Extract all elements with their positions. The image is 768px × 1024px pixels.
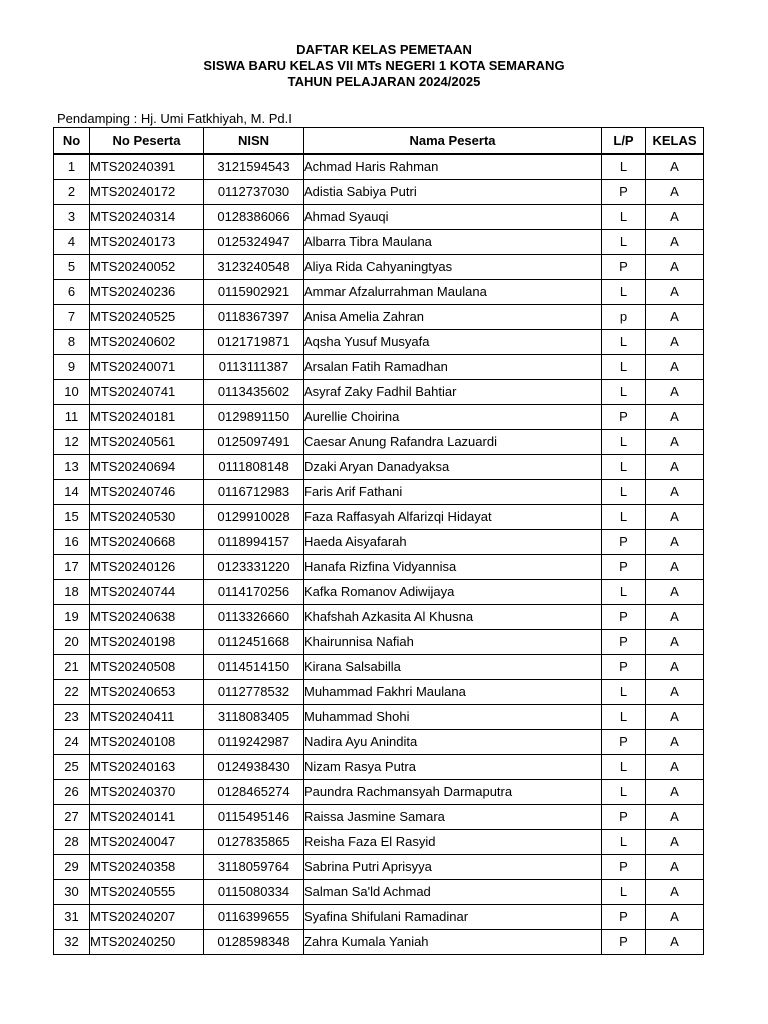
no-peserta-cell: MTS20240561 <box>90 430 204 455</box>
nisn-cell: 3118083405 <box>204 705 304 730</box>
row-number-cell: 9 <box>54 355 90 380</box>
row-number-cell: 29 <box>54 855 90 880</box>
gender-cell: L <box>602 380 646 405</box>
gender-cell: L <box>602 580 646 605</box>
row-number-cell: 20 <box>54 630 90 655</box>
nisn-cell: 0114514150 <box>204 655 304 680</box>
table-row <box>54 180 704 205</box>
gender-cell: P <box>602 730 646 755</box>
no-peserta-cell: MTS20240236 <box>90 280 204 305</box>
nisn-cell: 3121594543 <box>204 154 304 180</box>
nisn-cell: 0113435602 <box>204 380 304 405</box>
nama-peserta-cell: Muhammad Fakhri Maulana <box>304 680 602 705</box>
nama-peserta-cell: Achmad Haris Rahman <box>304 154 602 180</box>
nama-peserta-cell: Kirana Salsabilla <box>304 655 602 680</box>
table-row <box>54 655 704 680</box>
row-number-cell: 1 <box>54 154 90 180</box>
gender-cell: L <box>602 355 646 380</box>
row-number-cell: 2 <box>54 180 90 205</box>
gender-cell: L <box>602 330 646 355</box>
gender-cell: L <box>602 430 646 455</box>
kelas-cell: A <box>646 355 704 380</box>
table-row <box>54 455 704 480</box>
gender-cell: L <box>602 280 646 305</box>
no-peserta-cell: MTS20240741 <box>90 380 204 405</box>
nama-peserta-cell: Asyraf Zaky Fadhil Bahtiar <box>304 380 602 405</box>
row-number-cell: 23 <box>54 705 90 730</box>
no-peserta-cell: MTS20240207 <box>90 905 204 930</box>
gender-cell: L <box>602 755 646 780</box>
nisn-cell: 0128465274 <box>204 780 304 805</box>
row-number-cell: 10 <box>54 380 90 405</box>
gender-cell: P <box>602 605 646 630</box>
nama-peserta-cell: Ammar Afzalurrahman Maulana <box>304 280 602 305</box>
no-peserta-cell: MTS20240250 <box>90 930 204 955</box>
table-header-row <box>54 128 704 155</box>
row-number-cell: 7 <box>54 305 90 330</box>
no-peserta-cell: MTS20240530 <box>90 505 204 530</box>
kelas-cell: A <box>646 180 704 205</box>
nisn-cell: 0112778532 <box>204 680 304 705</box>
row-number-cell: 31 <box>54 905 90 930</box>
kelas-cell: A <box>646 530 704 555</box>
table-row <box>54 580 704 605</box>
gender-cell: L <box>602 480 646 505</box>
nisn-cell: 3123240548 <box>204 255 304 280</box>
kelas-cell: A <box>646 430 704 455</box>
kelas-cell: A <box>646 255 704 280</box>
row-number-cell: 22 <box>54 680 90 705</box>
col-kelas-header: KELAS <box>646 128 704 155</box>
row-number-cell: 32 <box>54 930 90 955</box>
kelas-cell: A <box>646 705 704 730</box>
gender-cell: L <box>602 205 646 230</box>
table-row <box>54 830 704 855</box>
no-peserta-cell: MTS20240638 <box>90 605 204 630</box>
row-number-cell: 18 <box>54 580 90 605</box>
kelas-cell: A <box>646 855 704 880</box>
no-peserta-cell: MTS20240314 <box>90 205 204 230</box>
kelas-cell: A <box>646 480 704 505</box>
kelas-cell: A <box>646 830 704 855</box>
nisn-cell: 0129891150 <box>204 405 304 430</box>
no-peserta-cell: MTS20240052 <box>90 255 204 280</box>
nisn-cell: 0121719871 <box>204 330 304 355</box>
row-number-cell: 6 <box>54 280 90 305</box>
table-row <box>54 905 704 930</box>
no-peserta-cell: MTS20240047 <box>90 830 204 855</box>
table-row <box>54 430 704 455</box>
nama-peserta-cell: Zahra Kumala Yaniah <box>304 930 602 955</box>
col-no-header: No <box>54 128 90 155</box>
no-peserta-cell: MTS20240141 <box>90 805 204 830</box>
row-number-cell: 11 <box>54 405 90 430</box>
kelas-cell: A <box>646 905 704 930</box>
table-row <box>54 330 704 355</box>
nama-peserta-cell: Aurellie Choirina <box>304 405 602 430</box>
table-row <box>54 605 704 630</box>
col-nisn-header: NISN <box>204 128 304 155</box>
no-peserta-cell: MTS20240391 <box>90 154 204 180</box>
nama-peserta-cell: Faza Raffasyah Alfarizqi Hidayat <box>304 505 602 530</box>
no-peserta-cell: MTS20240198 <box>90 630 204 655</box>
no-peserta-cell: MTS20240172 <box>90 180 204 205</box>
nama-peserta-cell: Haeda Aisyafarah <box>304 530 602 555</box>
kelas-cell: A <box>646 630 704 655</box>
nisn-cell: 3118059764 <box>204 855 304 880</box>
nisn-cell: 0128598348 <box>204 930 304 955</box>
table-row <box>54 530 704 555</box>
table-row <box>54 380 704 405</box>
gender-cell: P <box>602 855 646 880</box>
nisn-cell: 0111808148 <box>204 455 304 480</box>
gender-cell: L <box>602 455 646 480</box>
nama-peserta-cell: Raissa Jasmine Samara <box>304 805 602 830</box>
nisn-cell: 0118367397 <box>204 305 304 330</box>
nisn-cell: 0113111387 <box>204 355 304 380</box>
gender-cell: L <box>602 505 646 530</box>
col-nama-peserta-header: Nama Peserta <box>304 128 602 155</box>
title-line-2: SISWA BARU KELAS VII MTs NEGERI 1 KOTA SEMARANG <box>203 58 565 73</box>
kelas-cell: A <box>646 680 704 705</box>
row-number-cell: 5 <box>54 255 90 280</box>
table-row <box>54 680 704 705</box>
row-number-cell: 13 <box>54 455 90 480</box>
nama-peserta-cell: Dzaki Aryan Danadyaksa <box>304 455 602 480</box>
kelas-cell: A <box>646 930 704 955</box>
no-peserta-cell: MTS20240071 <box>90 355 204 380</box>
no-peserta-cell: MTS20240508 <box>90 655 204 680</box>
nama-peserta-cell: Aliya Rida Cahyaningtyas <box>304 255 602 280</box>
no-peserta-cell: MTS20240653 <box>90 680 204 705</box>
kelas-cell: A <box>646 205 704 230</box>
row-number-cell: 15 <box>54 505 90 530</box>
table-row <box>54 930 704 955</box>
no-peserta-cell: MTS20240555 <box>90 880 204 905</box>
kelas-cell: A <box>646 880 704 905</box>
document-title <box>0 42 768 90</box>
nama-peserta-cell: Salman Sa'ld Achmad <box>304 880 602 905</box>
col-lp-header: L/P <box>602 128 646 155</box>
table-row <box>54 230 704 255</box>
table-row <box>54 505 704 530</box>
kelas-cell: A <box>646 305 704 330</box>
nisn-cell: 0115902921 <box>204 280 304 305</box>
nama-peserta-cell: Aqsha Yusuf Musyafa <box>304 330 602 355</box>
col-no-peserta-header: No Peserta <box>90 128 204 155</box>
no-peserta-cell: MTS20240525 <box>90 305 204 330</box>
no-peserta-cell: MTS20240694 <box>90 455 204 480</box>
table-row <box>54 780 704 805</box>
row-number-cell: 30 <box>54 880 90 905</box>
row-number-cell: 28 <box>54 830 90 855</box>
no-peserta-cell: MTS20240411 <box>90 705 204 730</box>
gender-cell: P <box>602 255 646 280</box>
nama-peserta-cell: Ahmad Syauqi <box>304 205 602 230</box>
no-peserta-cell: MTS20240173 <box>90 230 204 255</box>
table-body <box>54 154 704 955</box>
nisn-cell: 0119242987 <box>204 730 304 755</box>
gender-cell: P <box>602 655 646 680</box>
nama-peserta-cell: Arsalan Fatih Ramadhan <box>304 355 602 380</box>
nisn-cell: 0113326660 <box>204 605 304 630</box>
nisn-cell: 0112451668 <box>204 630 304 655</box>
gender-cell: P <box>602 555 646 580</box>
row-number-cell: 25 <box>54 755 90 780</box>
kelas-cell: A <box>646 330 704 355</box>
gender-cell: L <box>602 830 646 855</box>
nama-peserta-cell: Syafina Shifulani Ramadinar <box>304 905 602 930</box>
no-peserta-cell: MTS20240744 <box>90 580 204 605</box>
no-peserta-cell: MTS20240181 <box>90 405 204 430</box>
row-number-cell: 21 <box>54 655 90 680</box>
gender-cell: L <box>602 154 646 180</box>
row-number-cell: 4 <box>54 230 90 255</box>
table-row <box>54 355 704 380</box>
nama-peserta-cell: Faris Arif Fathani <box>304 480 602 505</box>
nisn-cell: 0125097491 <box>204 430 304 455</box>
table-row <box>54 805 704 830</box>
kelas-cell: A <box>646 405 704 430</box>
kelas-cell: A <box>646 655 704 680</box>
table-row <box>54 405 704 430</box>
kelas-cell: A <box>646 455 704 480</box>
row-number-cell: 26 <box>54 780 90 805</box>
table-row <box>54 730 704 755</box>
gender-cell: L <box>602 780 646 805</box>
row-number-cell: 24 <box>54 730 90 755</box>
no-peserta-cell: MTS20240602 <box>90 330 204 355</box>
table-row <box>54 480 704 505</box>
kelas-cell: A <box>646 230 704 255</box>
row-number-cell: 19 <box>54 605 90 630</box>
row-number-cell: 12 <box>54 430 90 455</box>
kelas-cell: A <box>646 755 704 780</box>
nisn-cell: 0114170256 <box>204 580 304 605</box>
table-row <box>54 205 704 230</box>
nisn-cell: 0115080334 <box>204 880 304 905</box>
nama-peserta-cell: Albarra Tibra Maulana <box>304 230 602 255</box>
no-peserta-cell: MTS20240358 <box>90 855 204 880</box>
nama-peserta-cell: Khafshah Azkasita Al Khusna <box>304 605 602 630</box>
gender-cell: P <box>602 630 646 655</box>
gender-cell: L <box>602 880 646 905</box>
kelas-cell: A <box>646 730 704 755</box>
nisn-cell: 0116399655 <box>204 905 304 930</box>
table-row <box>54 305 704 330</box>
row-number-cell: 17 <box>54 555 90 580</box>
no-peserta-cell: MTS20240370 <box>90 780 204 805</box>
nama-peserta-cell: Reisha Faza El Rasyid <box>304 830 602 855</box>
gender-cell: L <box>602 230 646 255</box>
gender-cell: p <box>602 305 646 330</box>
row-number-cell: 16 <box>54 530 90 555</box>
kelas-cell: A <box>646 605 704 630</box>
table-row <box>54 630 704 655</box>
nama-peserta-cell: Paundra Rachmansyah Darmaputra <box>304 780 602 805</box>
nama-peserta-cell: Hanafa Rizfina Vidyannisa <box>304 555 602 580</box>
nisn-cell: 0124938430 <box>204 755 304 780</box>
title-line-1: DAFTAR KELAS PEMETAAN <box>296 42 472 57</box>
row-number-cell: 14 <box>54 480 90 505</box>
nama-peserta-cell: Khairunnisa Nafiah <box>304 630 602 655</box>
nama-peserta-cell: Nizam Rasya Putra <box>304 755 602 780</box>
row-number-cell: 27 <box>54 805 90 830</box>
nisn-cell: 0128386066 <box>204 205 304 230</box>
nama-peserta-cell: Nadira Ayu Anindita <box>304 730 602 755</box>
row-number-cell: 8 <box>54 330 90 355</box>
table-row <box>54 555 704 580</box>
table-row <box>54 855 704 880</box>
table-row <box>54 755 704 780</box>
no-peserta-cell: MTS20240668 <box>90 530 204 555</box>
gender-cell: P <box>602 530 646 555</box>
table-row <box>54 280 704 305</box>
nisn-cell: 0123331220 <box>204 555 304 580</box>
row-number-cell: 3 <box>54 205 90 230</box>
gender-cell: L <box>602 705 646 730</box>
table-row <box>54 154 704 180</box>
nama-peserta-cell: Anisa Amelia Zahran <box>304 305 602 330</box>
table-row <box>54 880 704 905</box>
kelas-cell: A <box>646 555 704 580</box>
nama-peserta-cell: Muhammad Shohi <box>304 705 602 730</box>
nisn-cell: 0129910028 <box>204 505 304 530</box>
no-peserta-cell: MTS20240126 <box>90 555 204 580</box>
kelas-cell: A <box>646 505 704 530</box>
nisn-cell: 0112737030 <box>204 180 304 205</box>
nisn-cell: 0127835865 <box>204 830 304 855</box>
student-table <box>53 127 704 955</box>
nisn-cell: 0125324947 <box>204 230 304 255</box>
gender-cell: P <box>602 930 646 955</box>
gender-cell: P <box>602 805 646 830</box>
table-row <box>54 255 704 280</box>
nisn-cell: 0115495146 <box>204 805 304 830</box>
kelas-cell: A <box>646 780 704 805</box>
nama-peserta-cell: Caesar Anung Rafandra Lazuardi <box>304 430 602 455</box>
no-peserta-cell: MTS20240163 <box>90 755 204 780</box>
kelas-cell: A <box>646 580 704 605</box>
kelas-cell: A <box>646 280 704 305</box>
table-row <box>54 705 704 730</box>
gender-cell: P <box>602 905 646 930</box>
title-line-3: TAHUN PELAJARAN 2024/2025 <box>287 74 481 89</box>
gender-cell: L <box>602 680 646 705</box>
gender-cell: P <box>602 405 646 430</box>
pendamping-label: Pendamping : Hj. Umi Fatkhiyah, M. Pd.I <box>57 111 292 126</box>
nama-peserta-cell: Adistia Sabiya Putri <box>304 180 602 205</box>
nisn-cell: 0116712983 <box>204 480 304 505</box>
nama-peserta-cell: Sabrina Putri Aprisyya <box>304 855 602 880</box>
kelas-cell: A <box>646 380 704 405</box>
no-peserta-cell: MTS20240746 <box>90 480 204 505</box>
kelas-cell: A <box>646 805 704 830</box>
kelas-cell: A <box>646 154 704 180</box>
gender-cell: P <box>602 180 646 205</box>
nama-peserta-cell: Kafka Romanov Adiwijaya <box>304 580 602 605</box>
no-peserta-cell: MTS20240108 <box>90 730 204 755</box>
nisn-cell: 0118994157 <box>204 530 304 555</box>
